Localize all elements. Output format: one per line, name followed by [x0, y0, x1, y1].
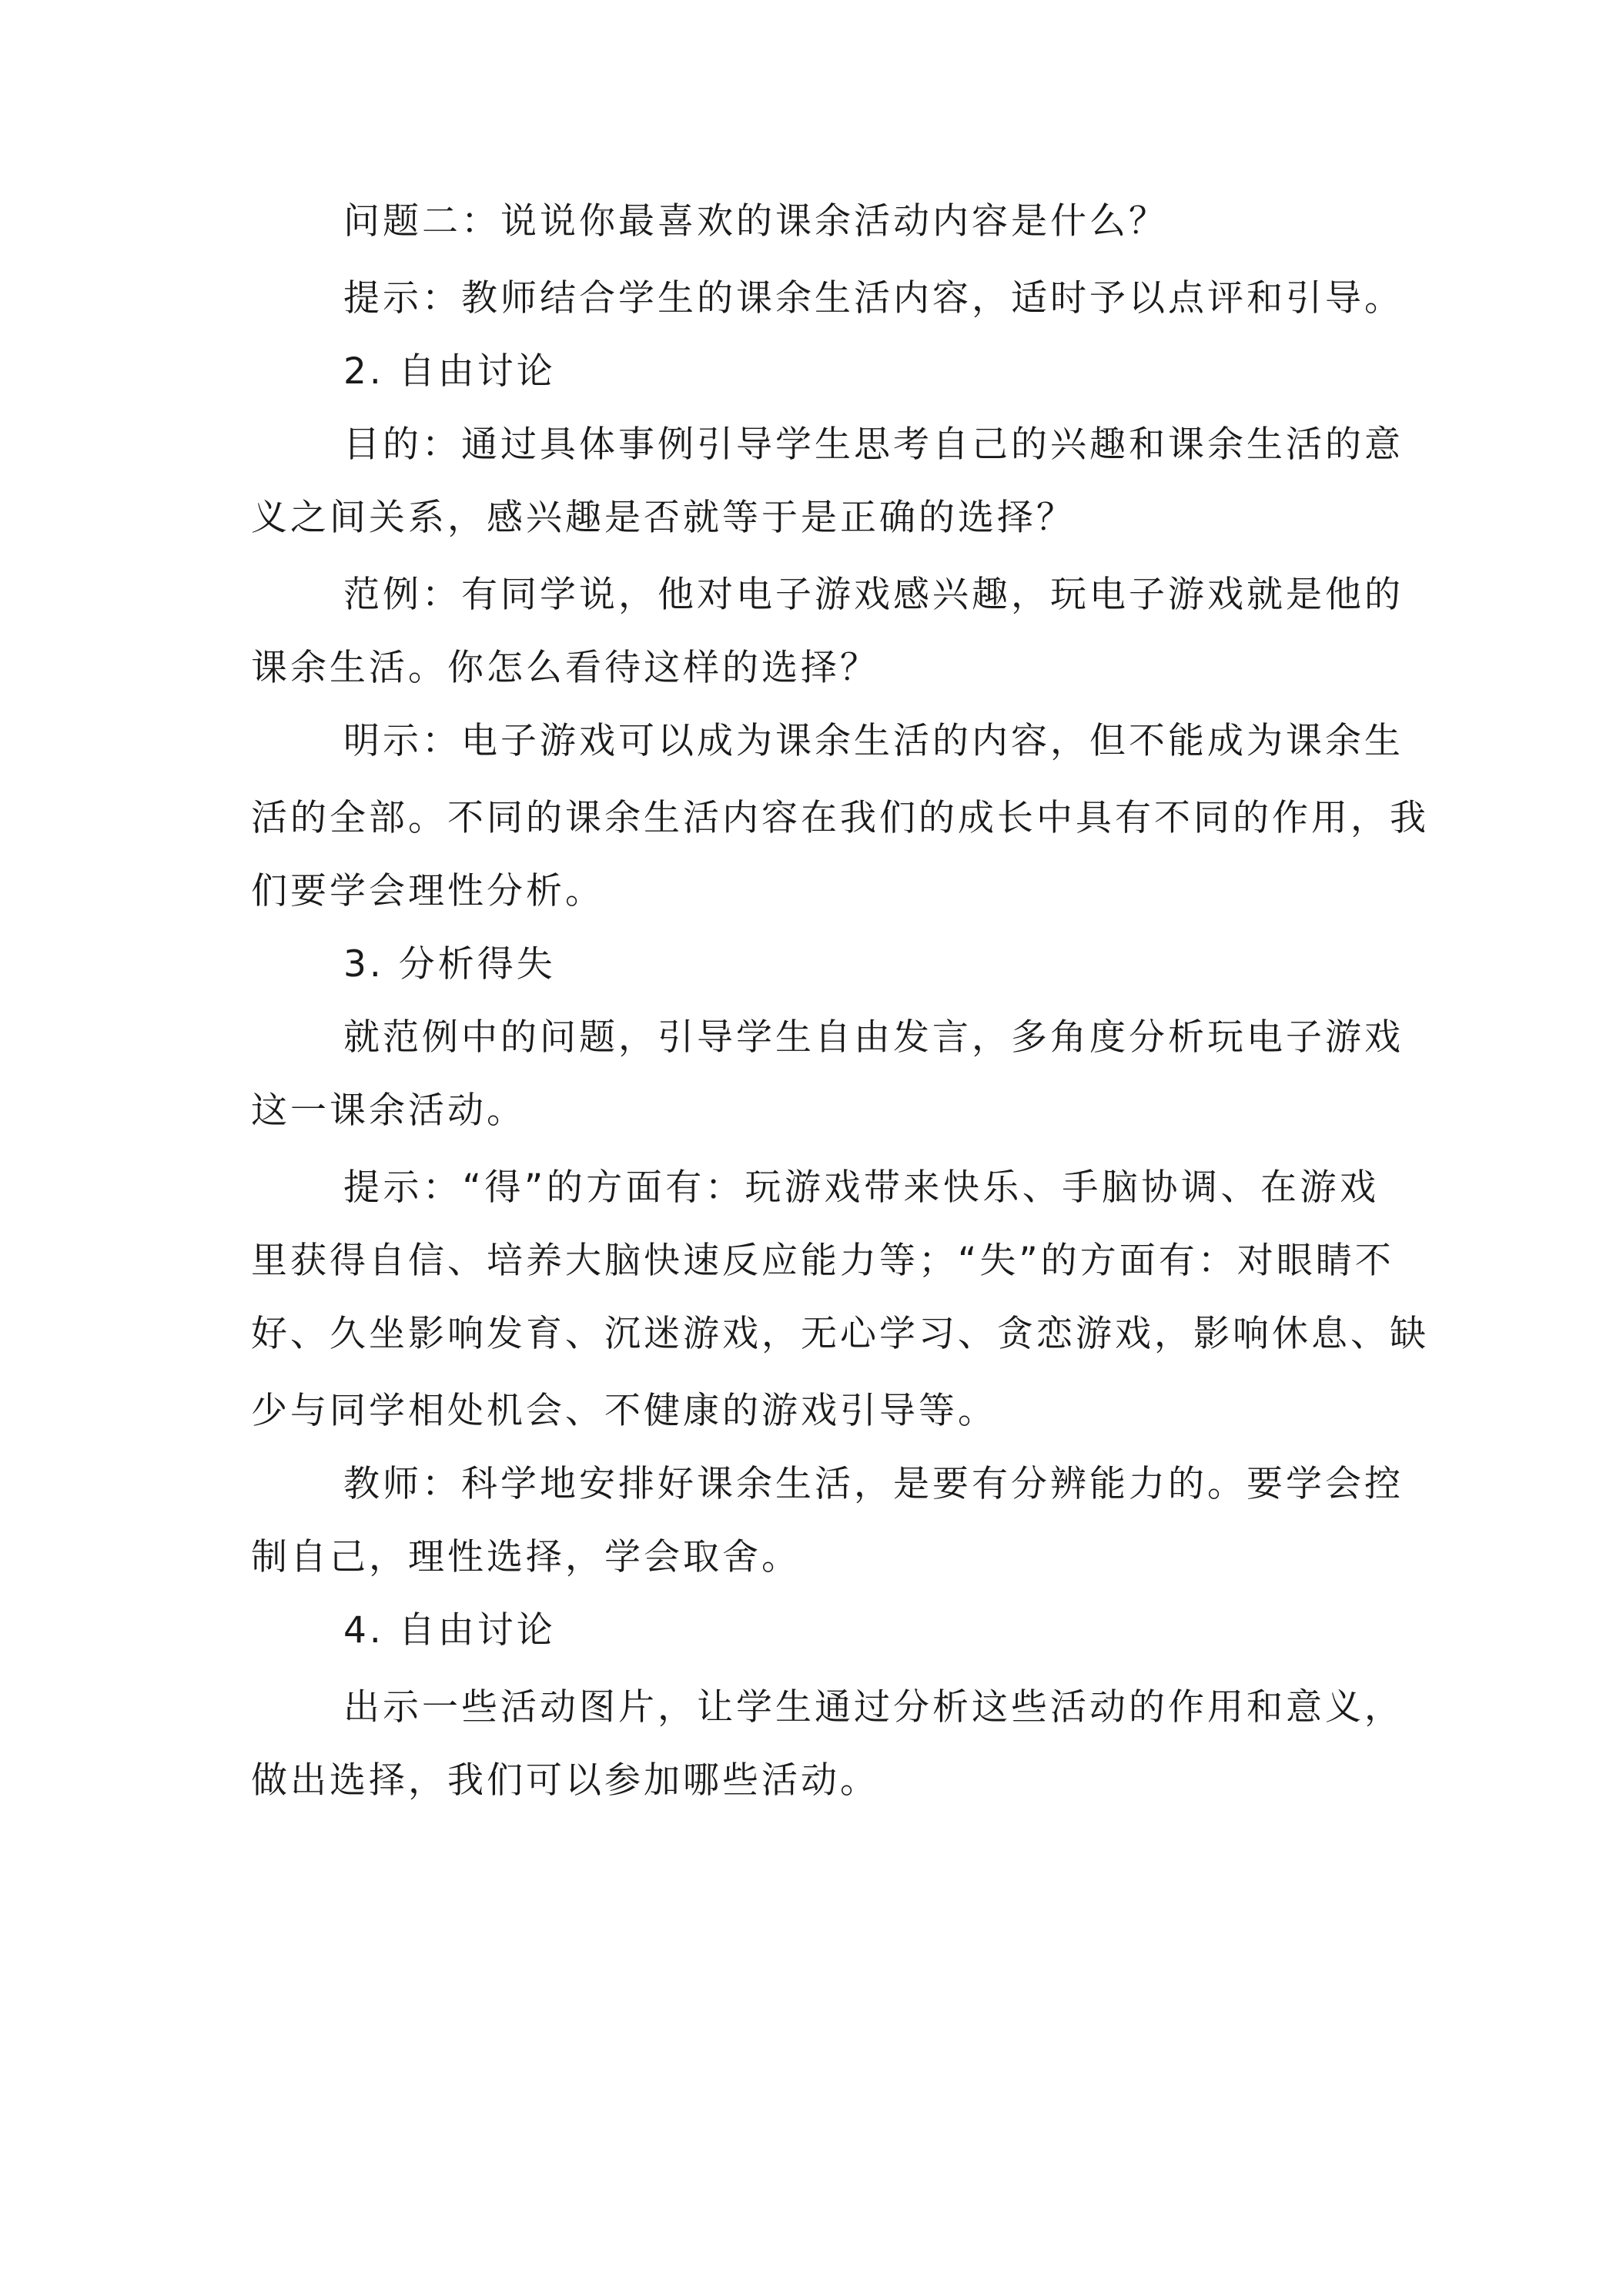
paragraph-line: 问题二：说说你最喜欢的课余活动内容是什么？ [343, 200, 1168, 243]
section-heading: 2. 自由讨论 [343, 350, 556, 393]
paragraph-line: 范例：有同学说，他对电子游戏感兴趣，玩电子游戏就是他的 [343, 574, 1404, 616]
paragraph-line: 就范例中的问题，引导学生自由发言，多角度分析玩电子游戏 [343, 1016, 1404, 1059]
paragraph-line: 活的全部。不同的课余生活内容在我们的成长中具有不同的作用，我 [251, 797, 1429, 839]
section-heading: 4. 自由讨论 [343, 1609, 556, 1652]
paragraph-line: 明示：电子游戏可以成为课余生活的内容，但不能成为课余生 [343, 720, 1404, 762]
paragraph-line: 少与同学相处机会、不健康的游戏引导等。 [251, 1390, 997, 1432]
paragraph-line: 这一课余活动。 [251, 1089, 526, 1132]
paragraph-line: 出示一些活动图片，让学生通过分析这些活动的作用和意义， [343, 1686, 1404, 1729]
paragraph-line: 目的：通过具体事例引导学生思考自己的兴趣和课余生活的意 [343, 423, 1404, 466]
paragraph-line: 里获得自信、培养大脑快速反应能力等；“失”的方面有：对眼睛不 [251, 1240, 1394, 1282]
section-heading: 3. 分析得失 [343, 943, 556, 986]
paragraph-line: 做出选择，我们可以参加哪些活动。 [251, 1759, 879, 1802]
paragraph-line: 课余生活。你怎么看待这样的选择？ [251, 647, 879, 689]
paragraph-line: 们要学会理性分析。 [251, 870, 604, 912]
paragraph-line: 教师：科学地安排好课余生活，是要有分辨能力的。要学会控 [343, 1463, 1404, 1505]
paragraph-line: 制自己，理性选择，学会取舍。 [251, 1536, 801, 1578]
paragraph-line: 义之间关系，感兴趣是否就等于是正确的选择？ [251, 497, 1076, 539]
paragraph-line: 提示：“得”的方面有：玩游戏带来快乐、手脑协调、在游戏 [343, 1166, 1379, 1209]
paragraph-line: 提示：教师结合学生的课余生活内容，适时予以点评和引导。 [343, 277, 1404, 320]
paragraph-line: 好、久坐影响发育、沉迷游戏，无心学习、贪恋游戏，影响休息、缺 [251, 1313, 1429, 1355]
